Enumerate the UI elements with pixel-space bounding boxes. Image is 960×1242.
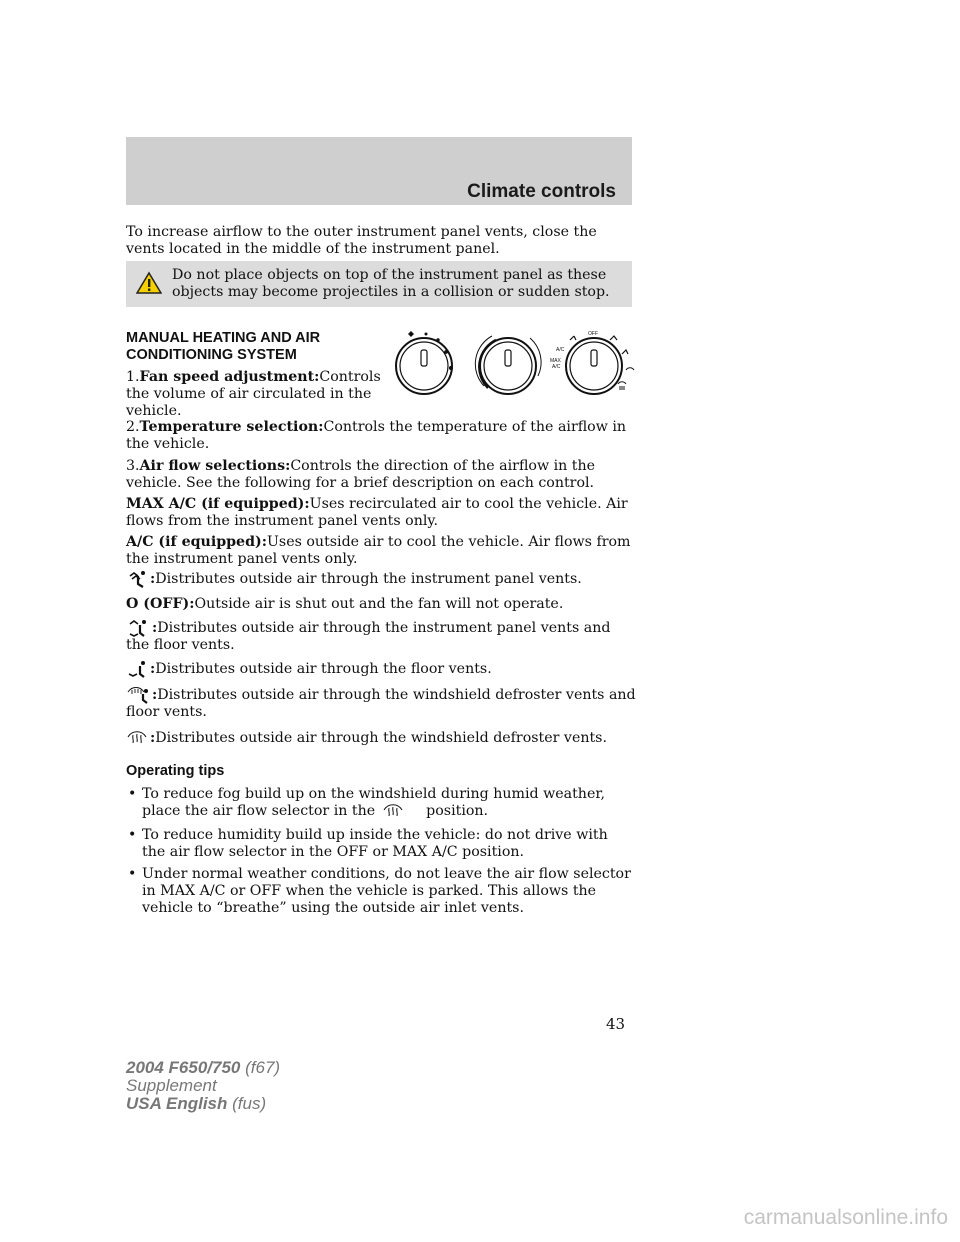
mode-text: Uses outside air to cool the vehicle. Air flows from the instrument panel vents only.: [126, 534, 631, 567]
mode-off: [126, 596, 636, 613]
item-number: 2.: [126, 419, 140, 435]
climate-control-diagram: [388, 326, 652, 398]
mode-panel: [126, 570, 636, 588]
mode-label: :: [150, 571, 156, 587]
item-text: Controls the direction of the airflow in the vehicle. See the following for a brief description on each control.: [126, 458, 596, 491]
section-heading-line1: MANUAL HEATING AND AIR: [126, 330, 321, 346]
mode-text: Distributes outside air through the floor vents.: [155, 661, 492, 677]
mode-text: Outside air is shut out and the fan will not operate.: [194, 596, 564, 612]
item-text: the volume of air circulated in the: [126, 386, 372, 402]
mode-label: :: [152, 687, 158, 703]
section-heading-line2: CONDITIONING SYSTEM: [126, 347, 297, 363]
mode-label: :: [150, 730, 156, 746]
mode-label: A/C (if equipped):: [126, 534, 267, 550]
tips-heading: Operating tips: [126, 763, 225, 779]
tip-item: [126, 786, 636, 822]
tip-text: To reduce fog build up on the windshield during humid weather, place the air flow selector in the: [142, 786, 606, 819]
intro-paragraph: To increase airflow to the outer instrument panel vents, close the vents located in the middle of the instrument panel.: [126, 224, 597, 257]
mode-text: Distributes outside air through the windshield defroster vents and floor vents.: [126, 687, 636, 720]
max-ac-label: A/C: [552, 364, 561, 370]
air-flow-knob: [550, 331, 634, 394]
item-number: 1.: [126, 369, 140, 385]
item-fan-speed: [126, 369, 381, 420]
item-label: Temperature selection:: [139, 419, 324, 435]
floor-defrost-icon: [126, 686, 150, 704]
tip-text: To reduce humidity build up inside the vehicle: do not drive with the air flow selector in the OFF or MAX A/C position.: [142, 827, 608, 860]
mode-defrost: [126, 730, 636, 747]
mode-label: :: [150, 661, 156, 677]
mode-panel-floor: [126, 619, 636, 654]
tip-text: position.: [426, 803, 489, 819]
item-air-flow: [126, 458, 636, 492]
max-label: MAX: [550, 358, 561, 364]
mode-text: Uses recirculated air to cool the vehicle. Air flows from the instrument panel vents only.: [126, 496, 628, 529]
section-title: Climate controls: [467, 181, 616, 202]
mode-text: Distributes outside air through the windshield defroster vents.: [155, 730, 607, 746]
bullet-dot: •: [128, 827, 137, 843]
footer-language: USA English: [126, 1094, 228, 1113]
item-label: Air flow selections:: [139, 458, 291, 474]
panel-vent-icon: [126, 570, 148, 588]
item-number: 3.: [126, 458, 140, 474]
watermark: carmanualsonline.info: [743, 1206, 948, 1229]
ac-label: A/C: [556, 347, 565, 353]
mode-text: Distributes outside air through the instrument panel vents.: [155, 571, 582, 587]
bullet-dot: •: [128, 866, 137, 882]
defrost-icon: [126, 730, 148, 746]
item-temperature: [126, 419, 636, 453]
footer-language-code: (fus): [227, 1094, 267, 1113]
mode-label: MAX A/C (if equipped):: [126, 496, 310, 512]
temperature-knob: [475, 336, 541, 394]
mode-text: Distributes outside air through the instrument panel vents and the floor vents.: [126, 620, 611, 653]
page-number: 43: [606, 1015, 626, 1033]
mode-label: :: [152, 620, 158, 636]
fan-speed-knob: [396, 331, 453, 394]
floor-vent-icon: [126, 660, 148, 678]
page-header: [126, 137, 632, 205]
warning-box: [126, 261, 632, 307]
footer-model: 2004 F650/750: [126, 1058, 241, 1077]
mode-floor-defrost: [126, 686, 636, 721]
item-label: Fan speed adjustment:: [139, 369, 320, 385]
defrost-icon: [380, 803, 406, 819]
mode-max-ac: [126, 496, 636, 530]
tip-text: Under normal weather conditions, do not leave the air flow selector in MAX A/C or OFF when the vehicle is parked. This allows the vehicle to “breathe” using the outside air inlet vents.: [142, 866, 631, 916]
footer-supplement: Supplement: [126, 1076, 217, 1095]
footer: [126, 1059, 280, 1113]
mode-floor: [126, 660, 636, 678]
section-heading: [126, 330, 386, 364]
warning-triangle-icon: [136, 271, 162, 295]
mode-ac: [126, 534, 636, 568]
mode-label: O (OFF):: [126, 596, 195, 612]
bullet-dot: •: [128, 786, 137, 802]
footer-code: (f67): [240, 1058, 281, 1077]
item-text: vehicle.: [126, 403, 182, 419]
warning-text: Do not place objects on top of the instrument panel as these objects may become projectiles in a collision or sudden stop.: [172, 267, 610, 300]
item-text: Controls: [319, 369, 381, 385]
item-text: Controls the temperature of the airflow in the vehicle.: [126, 419, 627, 452]
off-label: OFF: [588, 331, 598, 337]
panel-floor-icon: [126, 619, 150, 637]
